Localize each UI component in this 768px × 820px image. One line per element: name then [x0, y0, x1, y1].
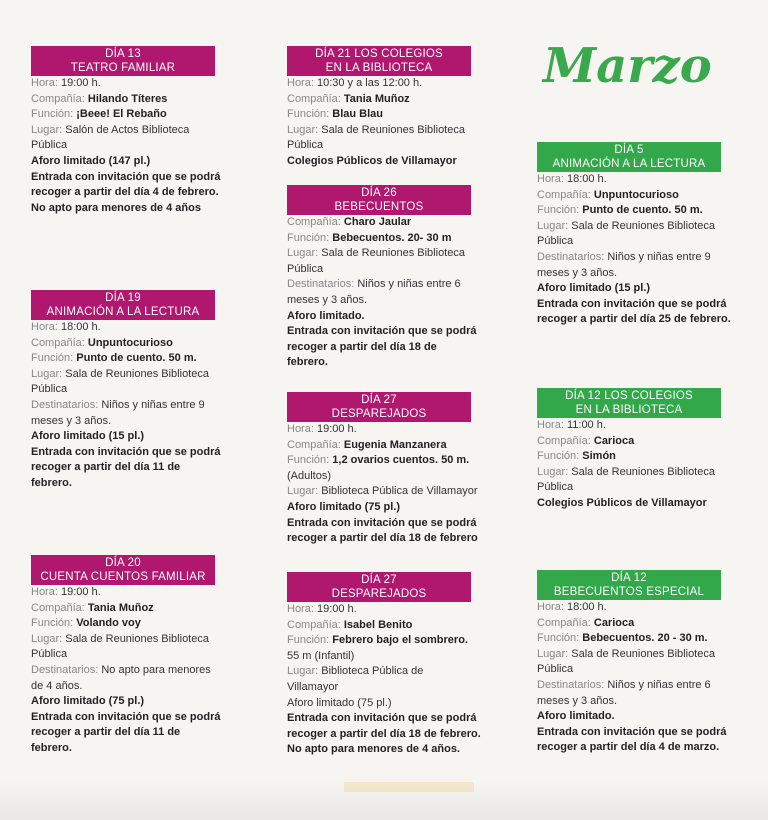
event-detail-line: [287, 123, 487, 139]
event-header-line: EN LA BIBLIOTECA: [325, 62, 433, 74]
detail-value: Sala de Reuniones Biblioteca: [571, 219, 715, 232]
detail-label: Hora:: [287, 423, 314, 435]
detail-value: meses y 3 años.: [537, 266, 618, 279]
event-detail-line: [31, 320, 231, 336]
detail-value: Punto de cuento. 50 m.: [582, 204, 703, 217]
detail-value: Villamayor: [287, 680, 339, 693]
event-header-line: CUENTA CUENTOS FAMILIAR: [40, 571, 206, 583]
event-note: Entrada con invitación que se podrá: [31, 170, 221, 183]
event-detail-line: [537, 600, 737, 616]
detail-label: Hora:: [287, 77, 314, 89]
detail-value: Simón: [582, 450, 616, 463]
detail-label: Compañía:: [537, 188, 591, 201]
event-detail-line: [31, 616, 231, 632]
event-note: Entrada con invitación que se podrá: [537, 725, 727, 738]
event-note: Entrada con invitación que se podrá: [287, 712, 477, 725]
detail-label: Compañía:: [287, 92, 341, 105]
detail-value: 19:00 h.: [316, 603, 357, 615]
event-card: [31, 290, 231, 492]
event-header: [537, 142, 721, 172]
event-detail-line: [287, 602, 487, 618]
event-detail-line: [287, 231, 487, 247]
event-note: febrero.: [31, 476, 72, 489]
detail-value: Isabel Benito: [343, 618, 413, 631]
detail-value: 55 m (Infantil): [287, 649, 355, 662]
detail-value: Hilando Títeres: [87, 92, 168, 105]
detail-value: Sala de Reuniones Biblioteca: [571, 465, 715, 478]
event-detail-line: [537, 662, 737, 678]
event-detail-line: [537, 647, 737, 663]
event-detail-line: [287, 469, 487, 485]
detail-label: Lugar:: [287, 485, 319, 498]
event-note: recoger a partir del día 18 de febrero: [287, 532, 478, 545]
event-detail-line: [31, 663, 231, 679]
detail-value: meses y 3 años.: [287, 293, 368, 306]
detail-value: Bebecuentos. 20- 30 m: [332, 231, 452, 244]
event-header: [287, 572, 471, 602]
event-header: [537, 388, 721, 418]
detail-label: Función:: [287, 231, 330, 244]
event-detail-line: [287, 484, 487, 500]
event-note: Aforo limitado (15 pl.): [31, 430, 145, 443]
detail-value: Pública: [537, 481, 574, 494]
event-detail-line: [537, 219, 737, 235]
event-detail-line: [537, 234, 737, 250]
detail-label: Lugar:: [287, 247, 319, 260]
detail-value: Salón de Actos Biblioteca: [65, 123, 190, 136]
event-detail-line: [31, 107, 231, 123]
detail-value: Pública: [287, 262, 324, 275]
event-detail-line: [31, 414, 231, 430]
event-note: Colegios Públicos de Villamayor: [537, 496, 707, 509]
event-note: febrero.: [31, 741, 72, 754]
event-note: febrero.: [287, 356, 328, 369]
event-detail-line: [287, 453, 487, 469]
event-header: [31, 290, 215, 320]
event-header-line: DÍA 27: [361, 394, 397, 406]
event-note: recoger a partir del día 4 de marzo.: [537, 741, 720, 754]
detail-value: 19:00 h.: [60, 586, 101, 598]
detail-value: Niños y niñas entre 6: [607, 678, 711, 691]
event-detail-line: [31, 382, 231, 398]
detail-value: Unpuntocurioso: [87, 336, 173, 349]
event-note: Entrada con invitación que se podrá: [31, 445, 221, 458]
event-detail-line: [287, 262, 487, 278]
detail-label: Hora:: [31, 321, 58, 333]
detail-value: Blau Blau: [332, 108, 383, 121]
detail-label: Compañía:: [31, 336, 85, 349]
event-detail-line: [537, 203, 737, 219]
event-header-line: DÍA 5: [614, 144, 644, 156]
detail-value: Sala de Reuniones Biblioteca: [65, 632, 209, 645]
event-detail-line: [537, 188, 737, 204]
event-detail-line: [287, 696, 487, 712]
detail-value: Sala de Reuniones Biblioteca: [321, 247, 465, 260]
event-detail-line: [31, 601, 231, 617]
detail-label: Lugar:: [537, 647, 569, 660]
detail-value: Biblioteca Pública de: [321, 665, 424, 678]
detail-label: Función:: [287, 634, 330, 647]
detail-value: Pública: [31, 383, 68, 396]
detail-value: Pública: [31, 139, 68, 152]
detail-value: de 4 años.: [31, 679, 83, 692]
detail-value: Pública: [537, 235, 574, 248]
event-note: Aforo limitado (75 pl.): [31, 695, 145, 708]
detail-label: Compañía:: [537, 616, 591, 629]
event-detail-line: [287, 649, 487, 665]
event-header-line: DÍA 12: [611, 572, 647, 584]
detail-value: Febrero bajo el sombrero.: [332, 634, 468, 647]
detail-value: Niños y niñas entre 6: [357, 278, 461, 291]
detail-value: meses y 3 años.: [537, 694, 618, 707]
event-header: [31, 46, 215, 76]
event-detail-line: [287, 246, 487, 262]
detail-label: Destinatarios:: [287, 278, 355, 291]
event-card: [287, 572, 487, 758]
detail-label: Función:: [31, 108, 74, 121]
detail-value: Niños y niñas entre 9: [607, 250, 711, 263]
event-detail-line: [31, 585, 231, 601]
detail-value: Sala de Reuniones Biblioteca: [571, 647, 715, 660]
event-header-line: DÍA 20: [105, 557, 141, 569]
event-detail-line: [287, 680, 487, 696]
event-note: Aforo limitado (147 pl.): [31, 154, 151, 167]
detail-value: Biblioteca Pública de Villamayor: [321, 485, 478, 498]
event-header-line: DÍA 27: [361, 574, 397, 586]
event-detail-line: [287, 422, 487, 438]
detail-value: 18:00 h.: [566, 601, 607, 613]
detail-label: Compañía:: [31, 601, 85, 614]
detail-value: Carioca: [593, 434, 635, 447]
detail-label: Destinatarios:: [537, 250, 605, 263]
detail-label: Hora:: [537, 601, 564, 613]
event-note: recoger a partir del día 4 de febrero.: [31, 186, 219, 199]
event-card: [537, 570, 737, 756]
detail-label: Destinatarios:: [31, 398, 99, 411]
detail-value: Unpuntocurioso: [593, 188, 679, 201]
detail-label: Lugar:: [31, 123, 63, 136]
event-header-line: ANIMACIÓN A LA LECTURA: [552, 158, 706, 170]
event-note: Aforo limitado.: [287, 309, 365, 322]
event-detail-line: [537, 266, 737, 282]
detail-value: Tania Muñoz: [87, 601, 154, 614]
event-detail-line: [287, 664, 487, 680]
event-detail-line: [287, 215, 487, 231]
detail-label: Compañía:: [287, 618, 341, 631]
detail-label: Hora:: [31, 77, 58, 89]
detail-value: Bebecuentos. 20 - 30 m.: [582, 632, 708, 645]
event-header-line: DÍA 21 LOS COLEGIOS: [315, 48, 443, 60]
event-header: [287, 46, 471, 76]
detail-value: ¡Beee! El Rebaño: [76, 108, 167, 121]
detail-label: Compañía:: [31, 92, 85, 105]
detail-label: Función:: [31, 617, 74, 630]
event-detail-line: [31, 138, 231, 154]
detail-label: Destinatarios:: [537, 678, 605, 691]
event-note: Entrada con invitación que se podrá: [287, 325, 477, 338]
event-detail-line: [287, 618, 487, 634]
event-card: [537, 388, 737, 512]
detail-value: Carioca: [593, 616, 635, 629]
detail-value: 18:00 h.: [60, 321, 101, 333]
event-header-line: BEBECUENTOS: [334, 201, 424, 213]
event-detail-line: [537, 678, 737, 694]
detail-label: Lugar:: [31, 367, 63, 380]
event-note: Aforo limitado (75 pl.): [287, 500, 401, 513]
event-detail-line: [287, 277, 487, 293]
detail-label: Lugar:: [537, 465, 569, 478]
detail-label: Función:: [537, 450, 580, 463]
event-detail-line: [287, 293, 487, 309]
event-detail-line: [537, 465, 737, 481]
event-detail-line: [537, 172, 737, 188]
detail-label: Hora:: [31, 586, 58, 598]
detail-label: Función:: [287, 454, 330, 467]
detail-label: Compañía:: [287, 216, 341, 228]
event-detail-line: [31, 647, 231, 663]
detail-value: 10:30 y a las 12:00 h.: [316, 77, 423, 89]
event-header-line: DÍA 12 LOS COLEGIOS: [565, 390, 693, 402]
event-note: recoger a partir del día 25 de febrero.: [537, 313, 731, 326]
event-detail-line: [537, 434, 737, 450]
detail-value: Sala de Reuniones Biblioteca: [65, 367, 209, 380]
event-detail-line: [537, 616, 737, 632]
event-detail-line: [287, 107, 487, 123]
detail-value: Pública: [31, 648, 68, 661]
detail-label: Función:: [537, 204, 580, 217]
event-detail-line: [537, 449, 737, 465]
detail-value: 18:00 h.: [566, 173, 607, 185]
month-title: Marzo: [543, 38, 712, 94]
detail-label: Lugar:: [31, 632, 63, 645]
event-card: [287, 185, 487, 371]
event-detail-line: [31, 398, 231, 414]
detail-label: Compañía:: [537, 434, 591, 447]
event-detail-line: [287, 92, 487, 108]
event-detail-line: [537, 631, 737, 647]
event-detail-line: [537, 480, 737, 496]
event-card: [287, 392, 487, 547]
detail-value: 1,2 ovarios cuentos. 50 m.: [332, 454, 470, 467]
detail-value: 19:00 h.: [60, 77, 101, 89]
event-card: [537, 142, 737, 328]
detail-value: Tania Muñoz: [343, 92, 410, 105]
event-header-line: DESPAREJADOS: [331, 408, 427, 420]
detail-label: Compañía:: [287, 438, 341, 451]
event-card: [287, 46, 487, 170]
event-detail-line: [537, 418, 737, 434]
event-detail-line: [287, 138, 487, 154]
event-header-line: EN LA BIBLIOTECA: [575, 404, 683, 416]
detail-label: Función:: [537, 632, 580, 645]
detail-value: Niños y niñas entre 9: [101, 398, 205, 411]
event-header-line: DÍA 26: [361, 187, 397, 199]
detail-value: (Adultos): [287, 469, 332, 482]
detail-value: Eugenia Manzanera: [343, 438, 447, 451]
event-detail-line: [287, 438, 487, 454]
event-header-line: TEATRO FAMILIAR: [70, 62, 176, 74]
detail-label: Hora:: [537, 419, 564, 431]
event-note: recoger a partir del día 11 de: [31, 726, 181, 739]
event-card: [31, 555, 231, 757]
event-header: [287, 392, 471, 422]
event-detail-line: [31, 123, 231, 139]
detail-value: meses y 3 años.: [31, 414, 112, 427]
event-detail-line: [537, 250, 737, 266]
detail-value: Pública: [287, 139, 324, 152]
event-header-line: ANIMACIÓN A LA LECTURA: [46, 306, 200, 318]
event-header-line: DESPAREJADOS: [331, 588, 427, 600]
detail-label: Lugar:: [287, 665, 319, 678]
event-note: Colegios Públicos de Villamayor: [287, 154, 457, 167]
event-card: [31, 46, 231, 216]
detail-label: Función:: [31, 352, 74, 365]
detail-value: 19:00 h.: [316, 423, 357, 435]
detail-label: Hora:: [537, 173, 564, 185]
event-header-line: DÍA 13: [105, 48, 141, 60]
event-detail-line: [31, 632, 231, 648]
detail-label: Lugar:: [537, 219, 569, 232]
event-note: Aforo limitado.: [537, 710, 615, 723]
detail-value: 11:00 h.: [566, 419, 606, 431]
event-detail-line: [31, 351, 231, 367]
detail-value: Pública: [537, 663, 574, 676]
event-detail-line: [31, 367, 231, 383]
event-header-line: DÍA 19: [105, 292, 141, 304]
event-note: Entrada con invitación que se podrá: [287, 516, 477, 529]
detail-value: No apto para menores: [101, 663, 211, 676]
event-detail-line: [287, 633, 487, 649]
event-note: Entrada con invitación que se podrá: [31, 710, 221, 723]
event-note: No apto para menores de 4 años: [31, 201, 201, 214]
detail-label: Función:: [287, 108, 330, 121]
event-detail-line: [31, 336, 231, 352]
detail-label: Hora:: [287, 603, 314, 615]
event-note: Entrada con invitación que se podrá: [537, 297, 727, 310]
detail-label: Lugar:: [287, 123, 319, 136]
detail-value: Sala de Reuniones Biblioteca: [321, 123, 465, 136]
page-shadow: [0, 780, 768, 820]
event-note: recoger a partir del día 18 de: [287, 340, 437, 353]
detail-label: Destinatarios:: [31, 663, 99, 676]
detail-value: Volando voy: [76, 617, 141, 630]
detail-value: Aforo limitado (75 pl.): [287, 696, 392, 709]
detail-value: Charo Jaular: [343, 216, 412, 228]
event-detail-line: [537, 694, 737, 710]
event-note: recoger a partir del día 11 de: [31, 461, 181, 474]
event-detail-line: [287, 76, 487, 92]
event-note: recoger a partir del día 18 de febrero.: [287, 727, 481, 740]
event-header: [31, 555, 215, 585]
event-header: [537, 570, 721, 600]
event-note: Aforo limitado (15 pl.): [537, 282, 651, 295]
event-detail-line: [31, 76, 231, 92]
event-detail-line: [31, 679, 231, 695]
detail-value: Punto de cuento. 50 m.: [76, 352, 197, 365]
event-note: No apto para menores de 4 años.: [287, 743, 460, 756]
event-header-line: BEBECUENTOS ESPECIAL: [553, 586, 705, 598]
event-detail-line: [31, 92, 231, 108]
event-header: [287, 185, 471, 215]
